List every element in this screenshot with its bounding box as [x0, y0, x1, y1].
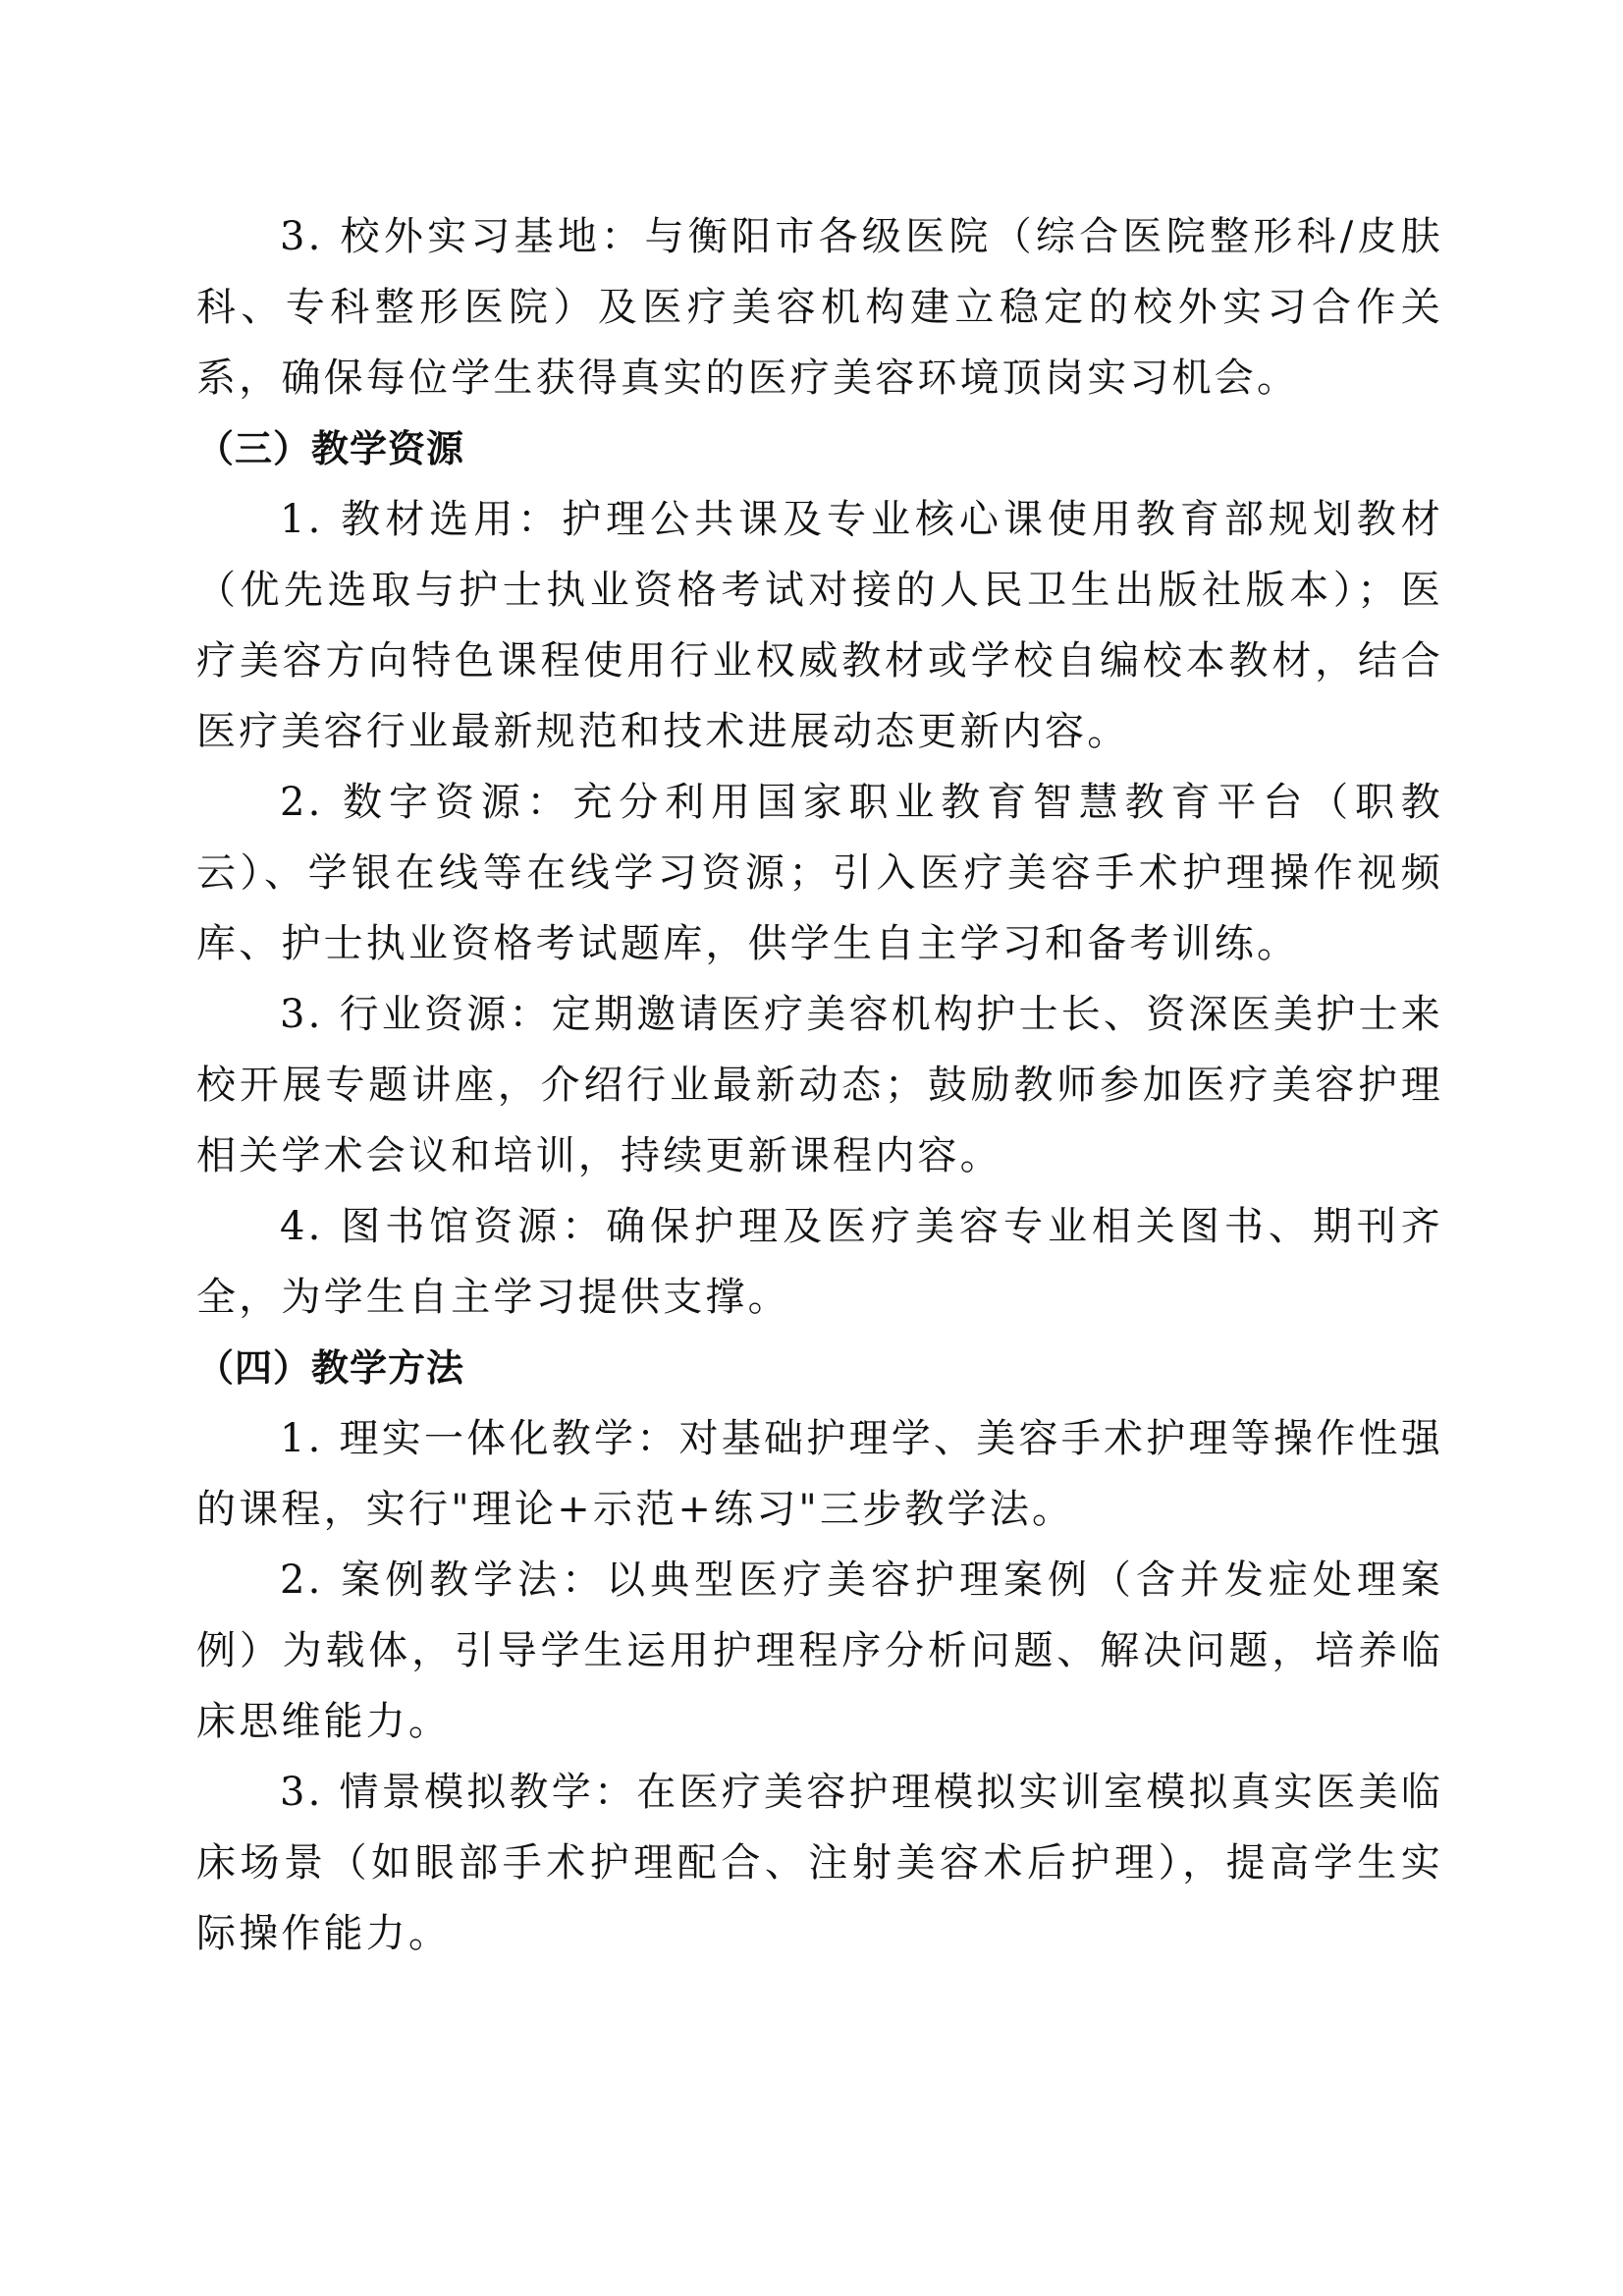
section-heading-teaching-methods: （四）教学方法 — [196, 1346, 465, 1390]
paragraph-digital-resources: 2. 数字资源：充分利用国家职业教育智慧教育平台（职教云）、学银在线等在线学习资源；引入医疗美容手术护理操作视频库、护士执业资格考试题库，供学生自主学习和备考训练。 — [196, 780, 1443, 966]
paragraph-integrated-teaching: 1. 理实一体化教学：对基础护理学、美容手术护理等操作性强的课程，实行"理论+示范+练习"三步教学法。 — [196, 1416, 1443, 1532]
paragraph-library-resources: 4. 图书馆资源：确保护理及医疗美容专业相关图书、期刊齐全，为学生自主学习提供支撑。 — [196, 1204, 1443, 1320]
paragraph-textbook-selection: 1. 教材选用：护理公共课及专业核心课使用教育部规划教材（优先选取与护士执业资格考试对接的人民卫生出版社版本）；医疗美容方向特色课程使用行业权威教材或学校自编校本教材，结合医疗美容行业最新规范和技术进展动态更新内容。 — [196, 497, 1443, 754]
paragraph-industry-resources: 3. 行业资源：定期邀请医疗美容机构护士长、资深医美护士来校开展专题讲座，介绍行业最新动态；鼓励教师参加医疗美容护理相关学术会议和培训，持续更新课程内容。 — [196, 992, 1443, 1178]
paragraph-off-campus-base: 3. 校外实习基地：与衡阳市各级医院（综合医院整形科/皮肤科、专科整形医院）及医疗美容机构建立稳定的校外实习合作关系，确保每位学生获得真实的医疗美容环境顶岗实习机会。 — [196, 214, 1443, 401]
section-heading-teaching-resources: （三）教学资源 — [196, 427, 465, 470]
paragraph-scenario-simulation: 3. 情景模拟教学：在医疗美容护理模拟实训室模拟真实医美临床场景（如眼部手术护理配合、注射美容术后护理），提高学生实际操作能力。 — [196, 1770, 1443, 1956]
paragraph-case-teaching: 2. 案例教学法：以典型医疗美容护理案例（含并发症处理案例）为载体，引导学生运用护理程序分析问题、解决问题，培养临床思维能力。 — [196, 1558, 1443, 1744]
